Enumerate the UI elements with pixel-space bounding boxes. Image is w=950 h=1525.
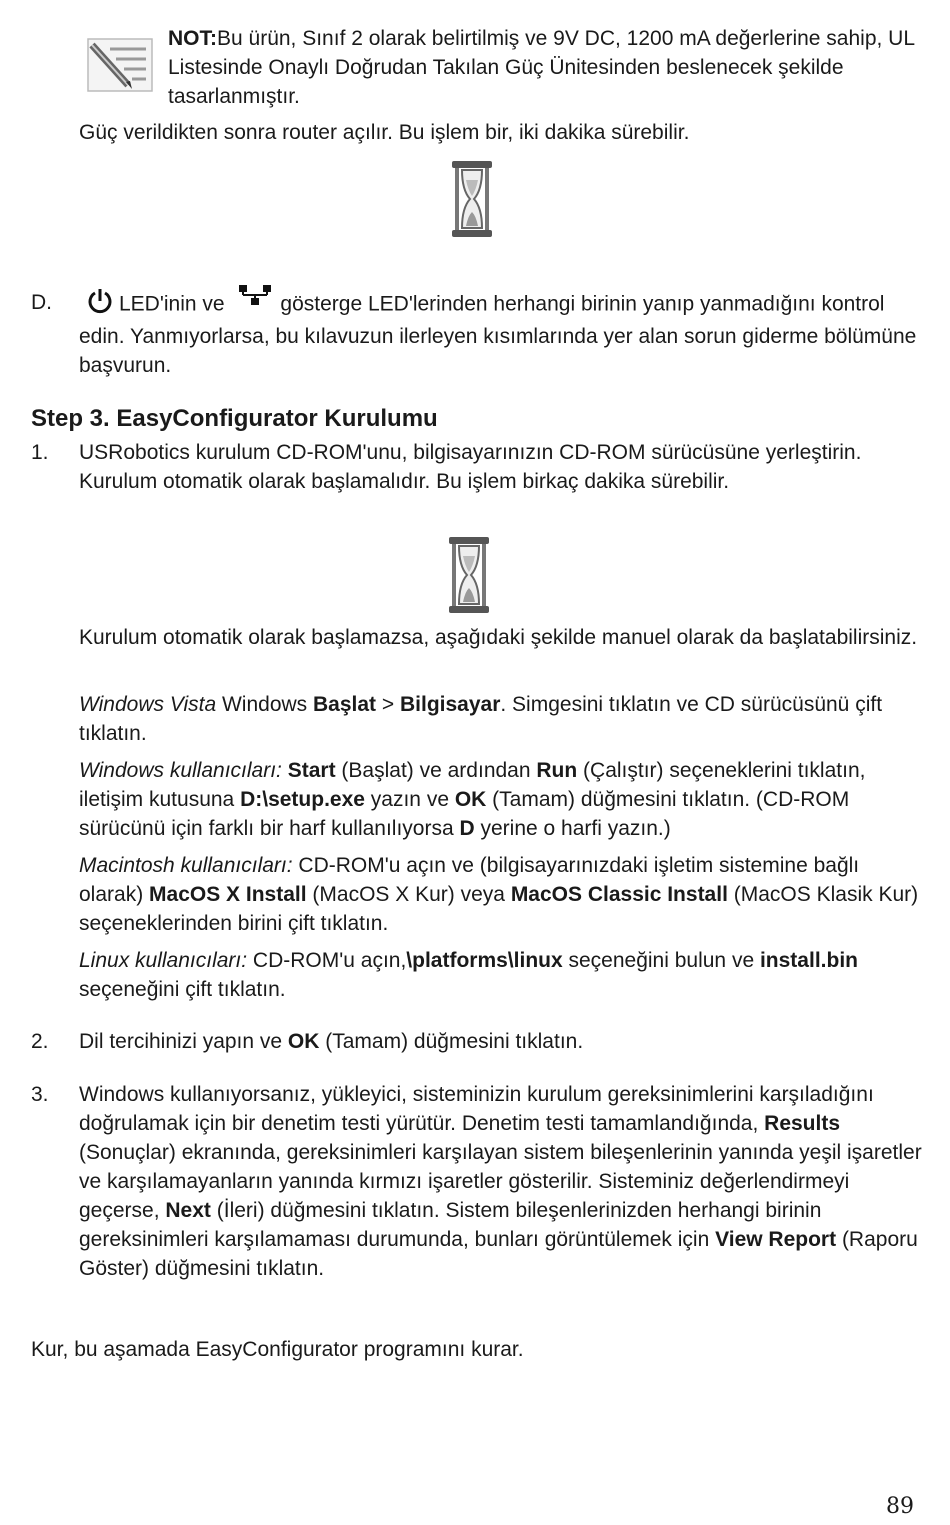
step-d-number: D. (31, 291, 52, 314)
power-on-text: Güç verildikten sonra router açılır. Bu işlem bir, iki dakika sürebilir. (79, 121, 690, 144)
section-heading: Step 3. EasyConfigurator Kurulumu (31, 405, 438, 432)
windows-label: Windows kullanıcıları: (79, 759, 282, 782)
item-3-next-term: Next (165, 1199, 211, 1222)
mac-classic-term: MacOS Classic Install (510, 883, 728, 906)
item-3-number: 3. (31, 1083, 49, 1106)
item-3-text-1: Windows kullanıyorsanız, yükleyici, sisteminizin kurulum gereksinimlerini karşıladığını doğrulamak için bir denetim testi yürütür. Denetim testi tamamlandığında, (79, 1083, 874, 1135)
windows-text-4: (Tamam) düğmesini tıklatın. (CD-ROM sürücünü için farklı bir harf kullanılıyorsa (79, 788, 850, 840)
linux-label: Linux kullanıcıları: (79, 949, 248, 972)
item-2-text (79, 1027, 929, 1056)
windows-start-term: Start (287, 759, 336, 782)
step-d-paragraph (79, 288, 929, 380)
item-3-results-term: Results (764, 1112, 841, 1135)
item-3-view-report-term: View Report (715, 1228, 837, 1251)
mac-text-1: CD-ROM'u açın ve (bilgisayarınızdaki işletim sistemine bağlı olarak) (79, 854, 860, 906)
linux-bin-term: install.bin (759, 949, 858, 972)
mac-label: Macintosh kullanıcıları: (79, 854, 293, 877)
hourglass-icon (443, 536, 495, 614)
vista-label: Windows Vista (79, 693, 217, 716)
linux-text-1: CD-ROM'u açın, (247, 949, 407, 972)
vista-computer-term: Bilgisayar (399, 693, 501, 716)
item-3-text-3: (İleri) düğmesini tıklatın. Sistem bileşenlerinizden herhangi birinin gereksinimleri karşılamaması durumunda, bunları görüntülemek için (79, 1199, 822, 1251)
page-number: 89 (886, 1494, 914, 1519)
item-2-text-1: Dil tercihinizi yapın ve (79, 1030, 288, 1053)
vista-instructions (79, 690, 929, 748)
item-1-number: 1. (31, 441, 49, 464)
windows-setup-term: D:\setup.exe (240, 788, 365, 811)
hourglass-icon (446, 160, 498, 238)
item-3-text-4: (Raporu Göster) düğmesini tıklatın. (79, 1228, 918, 1280)
vista-text-3: . Simgesini tıklatın ve CD sürücüsünü çift tıklatın. (79, 693, 883, 745)
network-icon (238, 284, 272, 314)
step-d-text-2: gösterge LED'lerinden herhangi birinin yanıp yanmadığını kontrol edin. Yanmıyorlarsa, bu kılavuzun ilerleyen kısımlarında yer alan sorun giderme bölümüne başvurun. (79, 292, 917, 377)
note-label: NOT: (168, 27, 217, 50)
power-icon (87, 288, 113, 322)
linux-text-2: seçeneğini bulun ve (562, 949, 760, 972)
step-d-text-1: LED'inin ve (119, 292, 225, 316)
item-1-text: USRobotics kurulum CD-ROM'unu, bilgisayarınızın CD-ROM sürücüsüne yerleştirin. Kurulum otomatik olarak başlamalıdır. Bu işlem birkaç dakika sürebilir. (79, 441, 862, 493)
final-text: Kur, bu aşamada EasyConfigurator programını kurar. (31, 1338, 524, 1361)
mac-text-2: (MacOS X Kur) veya (306, 883, 511, 906)
item-2-number: 2. (31, 1030, 49, 1053)
item-2-ok-term: OK (287, 1030, 320, 1053)
note-pencil-icon (86, 37, 154, 93)
vista-text-2: > (376, 693, 400, 716)
item-2-text-2: (Tamam) düğmesini tıklatın. (319, 1030, 584, 1053)
linux-text-3: seçeneğini çift tıklatın. (79, 978, 286, 1001)
note-text: Bu ürün, Sınıf 2 olarak belirtilmiş ve 9V DC, 1200 mA değerlerine sahip, UL Listesinde Onaylı Doğrudan Takılan Güç Ünitesinden beslenecek şekilde tasarlanmıştır. (168, 27, 915, 108)
windows-d-term: D (459, 817, 475, 840)
vista-text-1: Windows (216, 693, 314, 716)
note-paragraph (168, 24, 928, 111)
mac-instructions (79, 851, 929, 938)
mac-text-3: (MacOS Klasik Kur) seçeneklerinden birini çift tıklatın. (79, 883, 919, 935)
manual-start-text: Kurulum otomatik olarak başlamazsa, aşağıdaki şekilde manuel olarak da başlatabilirsiniz. (79, 626, 918, 649)
item-3-text (79, 1080, 929, 1283)
linux-instructions (79, 946, 929, 1004)
windows-text-2: (Çalıştır) seçeneklerini tıklatın, iletişim kutusuna (79, 759, 866, 811)
windows-instructions (79, 756, 929, 843)
windows-text-3: yazın ve (364, 788, 455, 811)
windows-ok-term: OK (454, 788, 487, 811)
vista-start-term: Başlat (313, 693, 377, 716)
windows-run-term: Run (536, 759, 578, 782)
item-3-text-2: (Sonuçlar) ekranında, gereksinimleri karşılayan sistem bileşenlerinin yanında yeşil işaretler ve karşılamayanların yanında kırmızı işaretler gösterilir. Sisteminiz değerlendirmeyi geçerse, (79, 1141, 922, 1222)
mac-osx-term: MacOS X Install (149, 883, 307, 906)
windows-text-5: yerine o harfi yazın.) (474, 817, 671, 840)
windows-text-1: (Başlat) ve ardından (335, 759, 537, 782)
linux-path-term: \platforms\linux (406, 949, 563, 972)
